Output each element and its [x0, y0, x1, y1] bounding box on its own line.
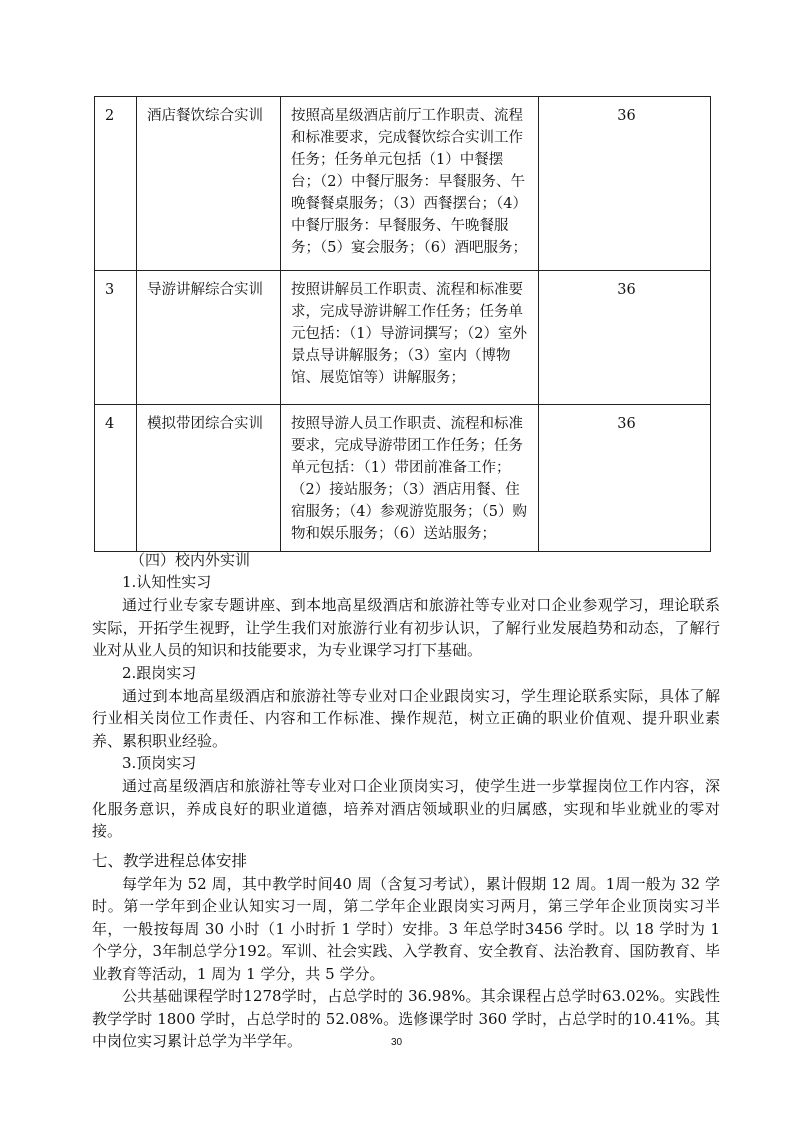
- practice-heading: （四）校内外实训: [130, 551, 251, 569]
- course-hours: 36: [539, 97, 711, 271]
- course-hours: 36: [539, 271, 711, 405]
- course-name: 模拟带团综合实训: [137, 405, 281, 552]
- training-course-table: [94, 96, 711, 552]
- section-heading: 七、教学进程总体安排: [92, 851, 248, 870]
- row-number: 3: [95, 271, 137, 405]
- course-content: 按照高星级酒店前厅工作职责、流程和标准要求，完成餐饮综合实训工作任务；任务单元包括（1）中餐摆台；（2）中餐厅服务：早餐服务、午晚餐餐桌服务；（3）西餐摆台；（4）中餐厅服务：早餐服务、午晚餐服务；（5）宴会服务；（6）酒吧服务；: [281, 97, 539, 271]
- table-row: [95, 97, 711, 271]
- course-hours: 36: [539, 405, 711, 552]
- schedule-paragraph: 每学年为 52 周，其中教学时间40 周（含复习考试），累计假期 12 周。1周一般为 32 学时。第一学年到企业认知实习一周，第二学年企业跟岗实习两月，第三学年企业顶岗实习半年，一般按每周 30 小时（1 小时折 1 学时）安排。3 年总学时3456 学时。以 18 学时为 1 个学分，3年制总学分192。军训、社会实践、入学教育、安全教育、法治教育、国防教育、毕业教育等活动，1 周为 1 学分，共 5 学分。: [92, 874, 720, 983]
- body-text: [92, 549, 720, 1053]
- practice-item-title: 3.顶岗实习: [122, 754, 197, 772]
- course-name: 酒店餐饮综合实训: [137, 97, 281, 271]
- practice-item-title: 1.认知性实习: [122, 573, 212, 591]
- row-number: 4: [95, 405, 137, 552]
- schedule-paragraph: 公共基础课程学时1278学时，占总学时的 36.98%。其余课程占总学时63.02%。实践性教学学时 1800 学时，占总学时的 52.08%。选修课学时 360 学时，占总学时的10.41%。其中岗位实习累计总学为半学年。: [92, 987, 720, 1050]
- table-row: [95, 271, 711, 405]
- course-name: 导游讲解综合实训: [137, 271, 281, 405]
- course-content: 按照导游人员工作职责、流程和标准要求，完成导游带团工作任务；任务单元包括：（1）带团前准备工作；（2）接站服务；（3）酒店用餐、住宿服务；（4）参观游览服务；（5）购物和娱乐服务；（6）送站服务；: [281, 405, 539, 552]
- course-content: 按照讲解员工作职责、流程和标准要求，完成导游讲解工作任务；任务单元包括：（1）导游词撰写；（2）室外景点导讲解服务；（3）室内（博物馆、展览馆等）讲解服务；: [281, 271, 539, 405]
- practice-item-text: 通过高星级酒店和旅游社等专业对口企业顶岗实习，使学生进一步掌握岗位工作内容，深化服务意识，养成良好的职业道德，培养对酒店领域职业的归属感，实现和毕业就业的零对接。: [92, 777, 720, 840]
- row-number: 2: [95, 97, 137, 271]
- practice-item-text: 通过行业专家专题讲座、到本地高星级酒店和旅游社等专业对口企业参观学习，理论联系实际，开拓学生视野，让学生我们对旅游行业有初步认识，了解行业发展趋势和动态，了解行业对从业人员的知识和技能要求，为专业课学习打下基础。: [92, 596, 720, 659]
- table-row: [95, 405, 711, 552]
- practice-item-text: 通过到本地高星级酒店和旅游社等专业对口企业跟岗实习，学生理论联系实际，具体了解行业相关岗位工作责任、内容和工作标准、操作规范，树立正确的职业价值观、提升职业素养、累积职业经验。: [92, 686, 720, 750]
- page-number: 30: [390, 1037, 403, 1048]
- practice-item-title: 2.跟岗实习: [122, 663, 197, 682]
